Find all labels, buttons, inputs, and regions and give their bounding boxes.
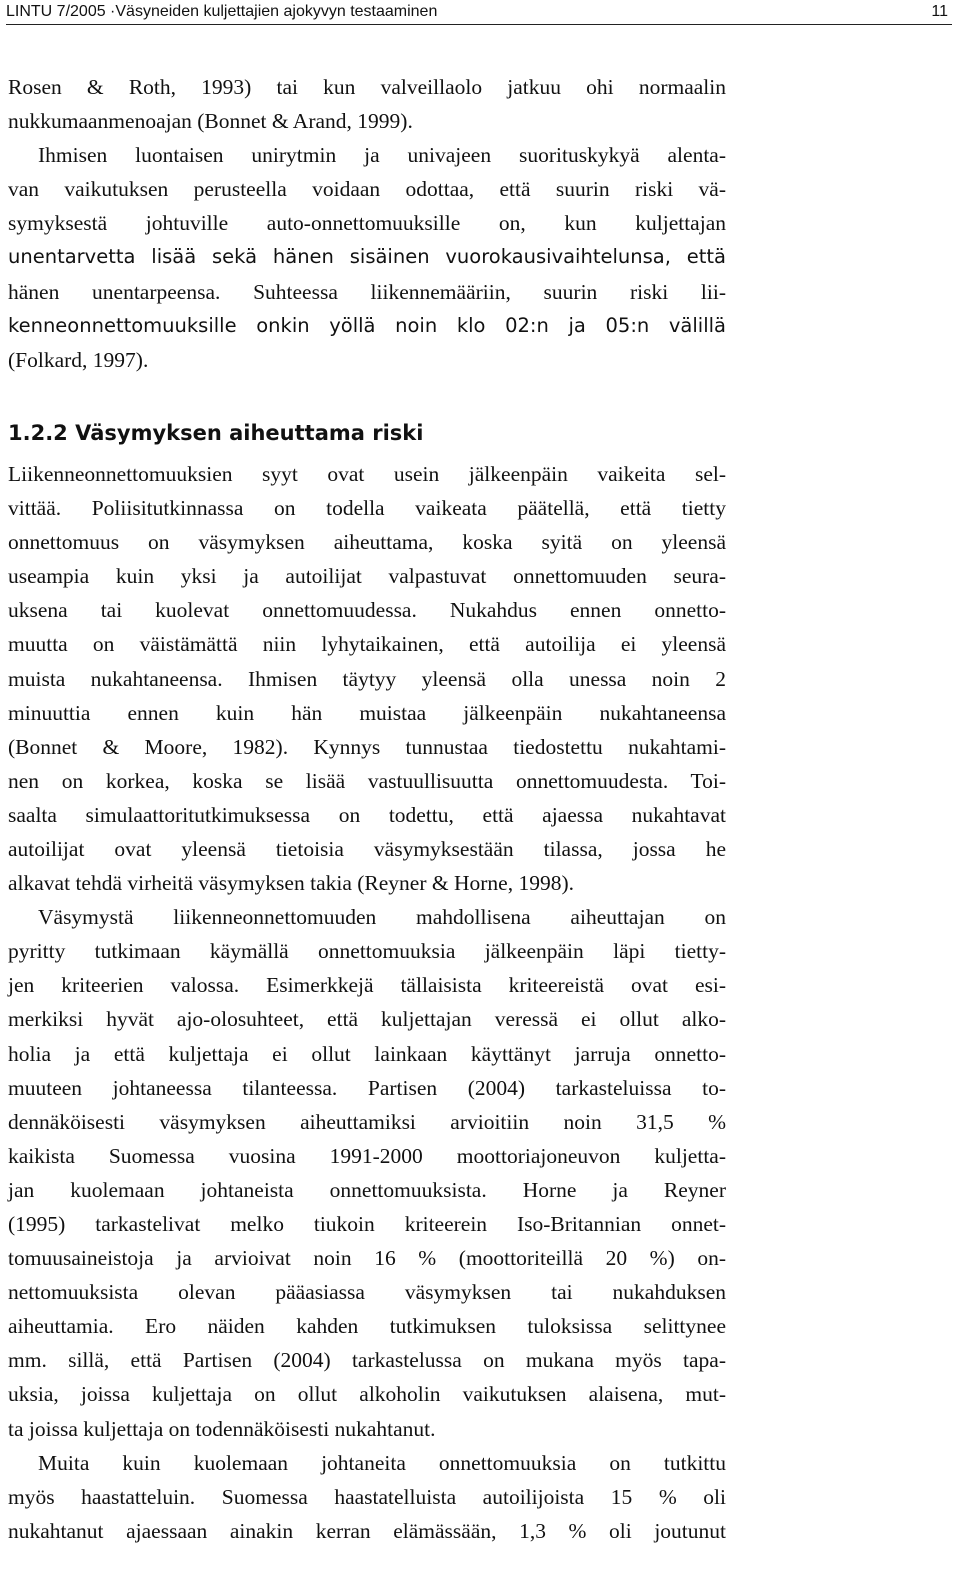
text-line: Liikenneonnettomuuksien syyt ovat usein jälkeenpäin vaikeita sel-: [8, 461, 726, 486]
text-line: holia ja että kuljettaja ei ollut lainkaan käyttänyt jarruja onnetto-: [8, 1041, 726, 1066]
text-line: symyksestä johtuville auto-onnettomuuksille on, kun kuljettajan: [8, 211, 726, 236]
text-line: Rosen & Roth, 1993) tai kun valveillaolo jatkuu ohi normaalin: [8, 75, 726, 99]
running-title: LINTU 7/2005 ·Väsyneiden kuljettajien ajokyvyn testaaminen: [6, 3, 438, 20]
text-line: myös haastatteluin. Suomessa haastatelluista autoilijoista 15 % oli: [8, 1484, 726, 1509]
text-line: jen kriteerien valossa. Esimerkkejä tällaisista kriteereistä ovat esi-: [8, 973, 726, 998]
text-line: aiheuttamia. Ero näiden kahden tutkimuksen tuloksissa selittynee: [8, 1314, 726, 1339]
text-line: nukkumaanmenoajan (Bonnet & Arand, 1999).: [8, 109, 413, 134]
text-line: saalta simulaattoritutkimuksessa on todettu, että ajaessa nukahtavat: [8, 802, 726, 827]
text-line: unentarvetta lisää sekä hänen sisäinen vuorokausivaihtelunsa, että: [8, 245, 726, 269]
text-line: jan kuolemaan johtaneista onnettomuuksista. Horne ja Reyner: [8, 1177, 726, 1202]
text-line: kenneonnettomuuksille onkin yöllä noin klo 02:n ja 05:n välillä: [8, 313, 726, 337]
paragraph-4: [8, 900, 726, 1446]
text-line: muutta on väistämättä niin lyhytaikainen, että autoilija ei yleensä: [8, 632, 726, 657]
paragraph-5: [8, 1446, 726, 1548]
text-line: pyritty tutkimaan käymällä onnettomuuksia jälkeenpäin läpi tietty-: [8, 939, 726, 964]
text-line: dennäköisesti väsymyksen aiheuttamiksi arvioitiin noin 31,5 %: [8, 1109, 726, 1134]
text-line: nen on korkea, koska se lisää vastuullisuutta onnettomuudesta. Toi-: [8, 768, 726, 793]
text-line: tomuusaineistoja ja arvioivat noin 16 % (moottoriteillä 20 %) on-: [8, 1246, 726, 1271]
text-line: nettomuuksista olevan pääasiassa väsymyksen tai nukahduksen: [8, 1280, 726, 1305]
paragraph-3: [8, 457, 726, 900]
paragraph-gap: [8, 377, 726, 411]
text-line: (Bonnet & Moore, 1982). Kynnys tunnustaa tiedostettu nukahtami-: [8, 734, 726, 759]
text-line: ta joissa kuljettaja on todennäköisesti nukahtanut.: [8, 1416, 436, 1441]
text-line: mm. sillä, että Partisen (2004) tarkastelussa on mukana myös tapa-: [8, 1348, 726, 1373]
text-line: uksena tai kuolevat onnettomuudessa. Nukahdus ennen onnetto-: [8, 598, 726, 623]
text-line: onnettomuus on väsymyksen aiheuttama, koska syitä on yleensä: [8, 530, 726, 555]
page-header: [6, 0, 952, 25]
text-line: (1995) tarkastelivat melko tiukoin kriteerein Iso-Britannian onnet-: [8, 1212, 726, 1236]
text-line: merkiksi hyvät ajo-olosuhteet, että kuljettajan veressä ei ollut alko-: [8, 1007, 726, 1032]
text-line: autoilijat ovat yleensä tietoisia väsymyksestään tilassa, jossa he: [8, 836, 726, 861]
text-line: Väsymystä liikenneonnettomuuden mahdollisena aiheuttajan on: [38, 905, 726, 930]
text-line: kaikista Suomessa vuosina 1991-2000 moottoriajoneuvon kuljetta-: [8, 1143, 726, 1168]
paragraph-2: [8, 138, 726, 377]
text-line: hänen unentarpeensa. Suhteessa liikennemääriin, suurin riski lii-: [8, 279, 726, 304]
text-line: vittää. Poliisitutkinnassa on todella vaikeata päätellä, että tietty: [8, 496, 726, 521]
text-line: van vaikutuksen perusteella voidaan odottaa, että suurin riski vä-: [8, 177, 726, 202]
text-line: uksia, joissa kuljettaja on ollut alkoholin vaikutuksen alaisena, mut-: [8, 1382, 726, 1407]
text-line: muuteen johtaneessa tilanteessa. Partisen (2004) tarkasteluissa to-: [8, 1075, 726, 1100]
paragraph-1: [8, 70, 726, 138]
text-line: nukahtanut ajaessaan ainakin kerran elämässään, 1,3 % oli joutunut: [8, 1518, 726, 1543]
text-line: minuuttia ennen kuin hän muistaa jälkeenpäin nukahtaneensa: [8, 700, 726, 725]
text-line: (Folkard, 1997).: [8, 347, 149, 372]
text-line: alkavat tehdä virheitä väsymyksen takia (Reyner & Horne, 1998).: [8, 871, 574, 896]
text-line: Muita kuin kuolemaan johtaneita onnettomuuksia on tutkittu: [38, 1450, 726, 1475]
text-line: Ihmisen luontaisen unirytmin ja univajeen suorituskykyä alenta-: [38, 143, 726, 168]
body-text: [8, 70, 726, 1548]
text-line: useampia kuin yksi ja autoilijat valpastuvat onnettomuuden seura-: [8, 564, 726, 589]
text-line: muista nukahtaneensa. Ihmisen täytyy yleensä olla unessa noin 2: [8, 666, 726, 691]
section-heading: 1.2.2 Väsymyksen aiheuttama riski: [8, 420, 424, 445]
page-number: 11: [931, 3, 948, 20]
